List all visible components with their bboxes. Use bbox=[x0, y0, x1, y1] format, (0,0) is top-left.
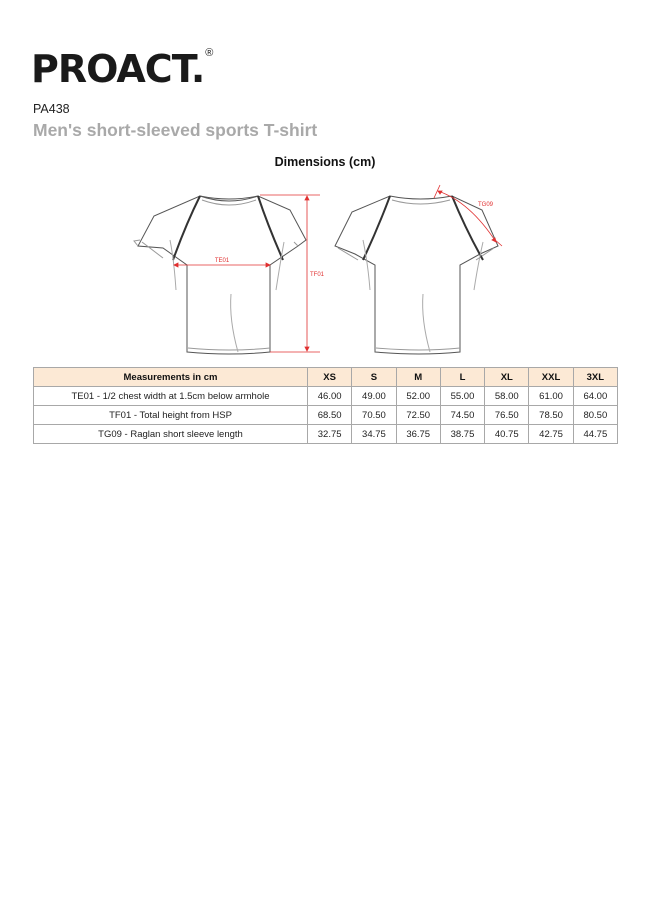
sleeve-label: TG09 bbox=[478, 202, 494, 208]
tshirt-back bbox=[335, 196, 498, 354]
cell-value: 46.00 bbox=[308, 387, 352, 406]
cell-value: 64.00 bbox=[573, 387, 617, 406]
row-label: TF01 - Total height from HSP bbox=[34, 406, 308, 425]
tshirt-front bbox=[134, 196, 306, 354]
cell-value: 34.75 bbox=[352, 425, 396, 444]
product-code: PA438 bbox=[33, 102, 70, 116]
height-label: TF01 bbox=[310, 272, 325, 278]
cell-value: 58.00 bbox=[485, 387, 529, 406]
cell-value: 78.50 bbox=[529, 406, 573, 425]
cell-value: 44.75 bbox=[573, 425, 617, 444]
cell-value: 55.00 bbox=[440, 387, 484, 406]
cell-value: 38.75 bbox=[440, 425, 484, 444]
cell-value: 61.00 bbox=[529, 387, 573, 406]
table-row bbox=[34, 406, 618, 425]
header-size: L bbox=[440, 368, 484, 387]
header-size: XS bbox=[308, 368, 352, 387]
row-label: TE01 - 1/2 chest width at 1.5cm below armhole bbox=[34, 387, 308, 406]
table-row bbox=[34, 425, 618, 444]
table-header-row bbox=[34, 368, 618, 387]
brand-name: PROACT. bbox=[31, 47, 205, 91]
row-label: TG09 - Raglan short sleeve length bbox=[34, 425, 308, 444]
cell-value: 68.50 bbox=[308, 406, 352, 425]
cell-value: 80.50 bbox=[573, 406, 617, 425]
cell-value: 32.75 bbox=[308, 425, 352, 444]
size-table bbox=[33, 367, 618, 444]
product-title: Men's short-sleeved sports T-shirt bbox=[33, 120, 318, 140]
cell-value: 74.50 bbox=[440, 406, 484, 425]
cell-value: 70.50 bbox=[352, 406, 396, 425]
cell-value: 52.00 bbox=[396, 387, 440, 406]
header-size: S bbox=[352, 368, 396, 387]
tshirt-diagram bbox=[130, 180, 520, 360]
header-size: 3XL bbox=[573, 368, 617, 387]
cell-value: 49.00 bbox=[352, 387, 396, 406]
dimensions-heading: Dimensions (cm) bbox=[274, 155, 376, 169]
header-size: XXL bbox=[529, 368, 573, 387]
brand-logo bbox=[31, 49, 213, 89]
table-row bbox=[34, 387, 618, 406]
registered-mark: ® bbox=[205, 47, 214, 59]
cell-value: 76.50 bbox=[485, 406, 529, 425]
header-measurements: Measurements in cm bbox=[34, 368, 308, 387]
chest-label: TE01 bbox=[214, 258, 230, 264]
header-size: XL bbox=[485, 368, 529, 387]
cell-value: 36.75 bbox=[396, 425, 440, 444]
cell-value: 42.75 bbox=[529, 425, 573, 444]
cell-value: 40.75 bbox=[485, 425, 529, 444]
cell-value: 72.50 bbox=[396, 406, 440, 425]
header-size: M bbox=[396, 368, 440, 387]
